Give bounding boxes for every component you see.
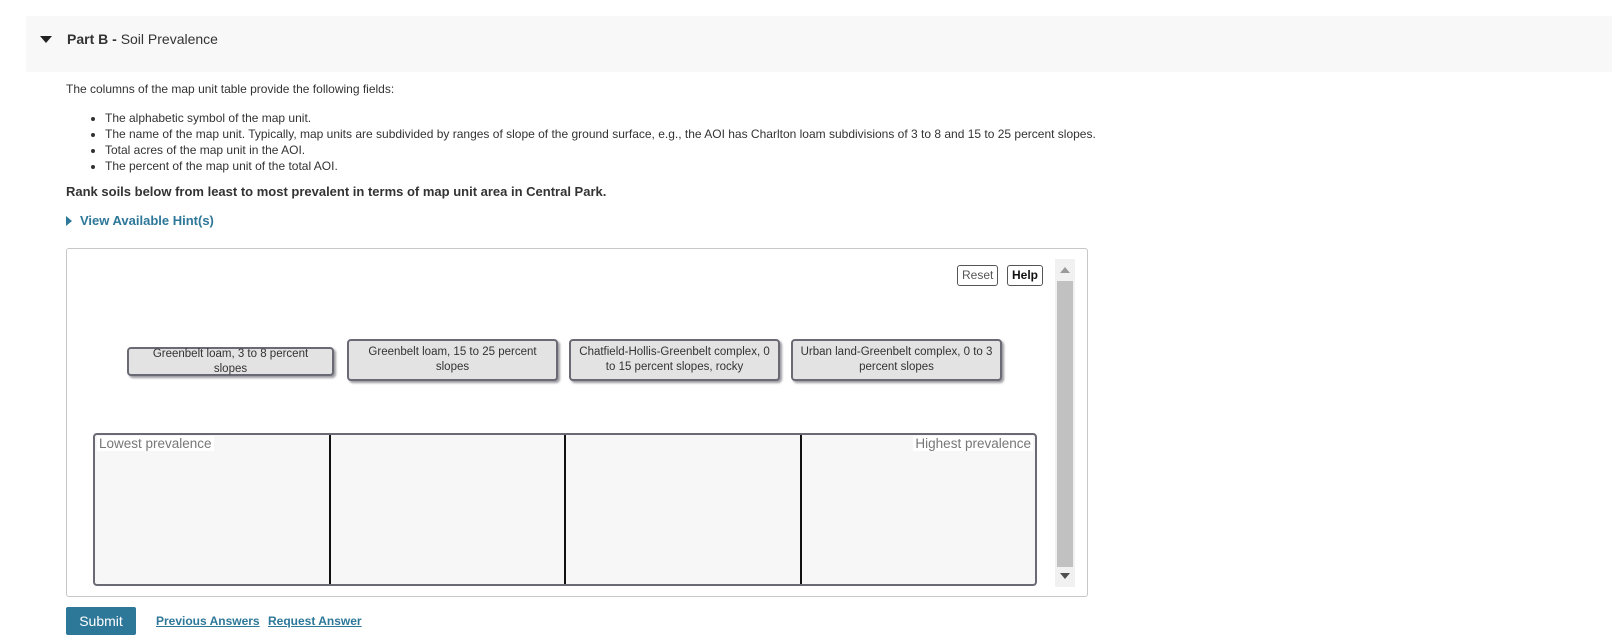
field-list-item: • The percent of the map unit of the total AOI. bbox=[105, 158, 1096, 174]
request-answer-link[interactable]: Request Answer bbox=[268, 614, 362, 628]
view-hints-toggle[interactable] bbox=[66, 213, 214, 228]
field-list-item: • The name of the map unit. Typically, map units are subdivided by ranges of slope of the ground surface, e.g., the AOI has Charlton loam subdivisions of 3 to 8 and 15 to 25 percent slopes. bbox=[105, 126, 1096, 142]
caret-right-icon bbox=[66, 216, 72, 226]
draggable-tile[interactable]: Urban land-Greenbelt complex, 0 to 3 percent slopes bbox=[791, 339, 1002, 381]
part-header bbox=[26, 16, 1612, 72]
submit-button[interactable]: Submit bbox=[66, 607, 136, 635]
field-list-item: • The alphabetic symbol of the map unit. bbox=[105, 110, 1096, 126]
scrollbar-thumb[interactable] bbox=[1057, 281, 1073, 567]
scroll-down-icon[interactable] bbox=[1060, 573, 1070, 579]
field-list bbox=[87, 110, 1096, 174]
drop-zone-2[interactable] bbox=[329, 435, 565, 584]
drop-zone-1[interactable] bbox=[95, 435, 329, 584]
view-hints-label: View Available Hint(s) bbox=[80, 213, 214, 228]
caret-down-icon[interactable] bbox=[40, 36, 52, 43]
highest-prevalence-label: Highest prevalence bbox=[915, 436, 1031, 451]
intro-text: The columns of the map unit table provide the following fields: bbox=[66, 82, 395, 96]
previous-answers-link[interactable]: Previous Answers bbox=[156, 614, 260, 628]
help-button[interactable]: Help bbox=[1007, 265, 1043, 286]
scroll-up-icon[interactable] bbox=[1060, 267, 1070, 273]
draggable-tile[interactable]: Greenbelt loam, 15 to 25 percent slopes bbox=[347, 339, 558, 381]
question-prompt: Rank soils below from least to most prevalent in terms of map unit area in Central Park. bbox=[66, 184, 607, 199]
draggable-tile[interactable]: Chatfield-Hollis-Greenbelt complex, 0 to 15 percent slopes, rocky bbox=[569, 339, 780, 381]
part-title bbox=[67, 31, 218, 47]
part-label: Part B - bbox=[67, 31, 117, 47]
reset-button[interactable]: Reset bbox=[957, 265, 998, 286]
field-list-item: • Total acres of the map unit in the AOI. bbox=[105, 142, 1096, 158]
ranking-activity bbox=[66, 248, 1088, 597]
part-name: Soil Prevalence bbox=[120, 31, 218, 47]
drop-zone-3[interactable] bbox=[564, 435, 800, 584]
lowest-prevalence-label: Lowest prevalence bbox=[99, 436, 212, 451]
vertical-scrollbar[interactable] bbox=[1055, 259, 1075, 587]
drop-zone-4[interactable] bbox=[800, 435, 1036, 584]
ranking-drop-area bbox=[93, 433, 1037, 586]
draggable-tile[interactable]: Greenbelt loam, 3 to 8 percent slopes bbox=[127, 347, 334, 376]
